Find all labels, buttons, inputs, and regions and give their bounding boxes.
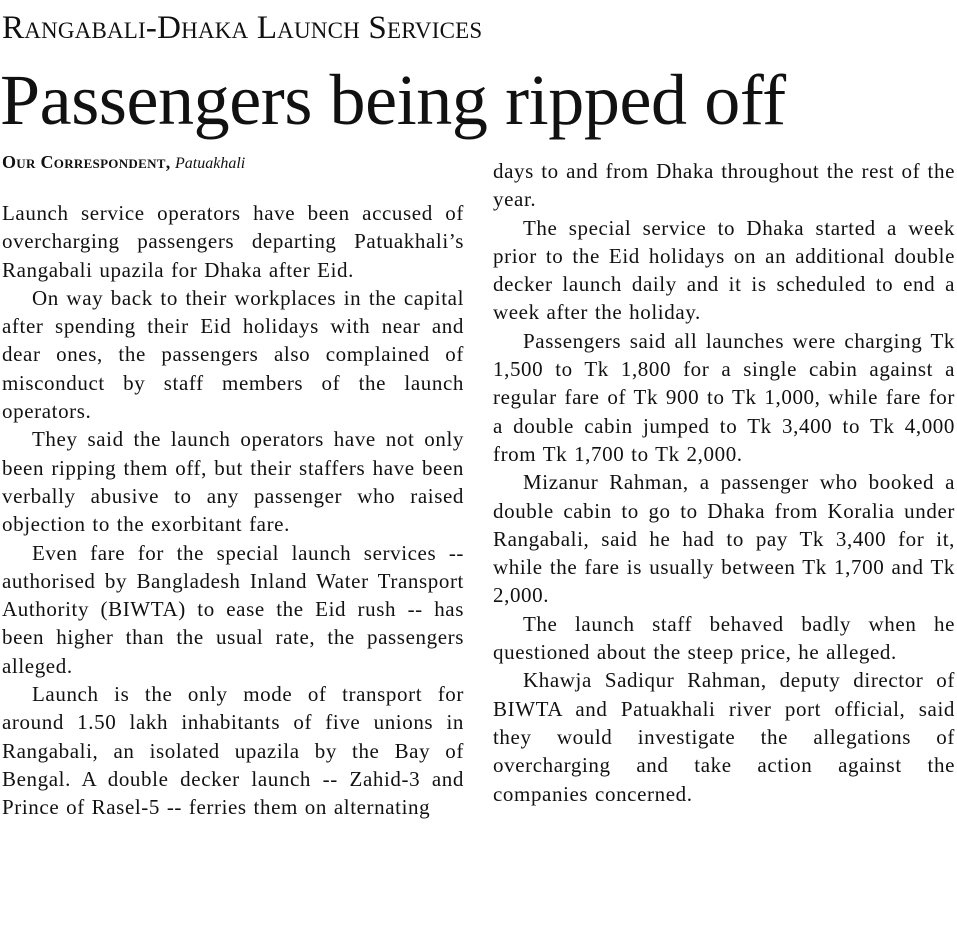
article-column-left	[2, 199, 464, 822]
byline-location: Patuakhali	[175, 155, 246, 172]
headline: Passengers being ripped off	[0, 60, 786, 140]
paragraph: Launch service operators have been accused of overcharging passengers departing Patuakhali’s Rangabali upazila for Dhaka after Eid.	[2, 201, 464, 282]
paragraph: The special service to Dhaka started a week prior to the Eid holidays on an additional double decker launch daily and it is scheduled to end a week after the holiday.	[493, 215, 955, 325]
article-column-right	[493, 157, 955, 808]
paragraph: days to and from Dhaka throughout the rest of the year.	[493, 159, 955, 212]
paragraph: Mizanur Rahman, a passenger who booked a double cabin to go to Dhaka from Koralia under Rangabali, said he had to pay Tk 3,400 for it, while the fare is usually between Tk 1,700 and Tk 2,000.	[493, 470, 955, 608]
paragraph: Even fare for the special launch services -- authorised by Bangladesh Inland Water Transport Authority (BIWTA) to ease the Eid rush -- has been higher than the usual rate, the passengers alleged.	[2, 540, 464, 678]
paragraph: The launch staff behaved badly when he questioned about the steep price, he alleged.	[493, 611, 955, 665]
paragraph: Khawja Sadiqur Rahman, deputy director of BIWTA and Patuakhali river port official, said they would investigate the allegations of overcharging and take action against the companies concerned.	[493, 668, 955, 806]
paragraph: Passengers said all launches were charging Tk 1,500 to Tk 1,800 for a single cabin against a regular fare of Tk 900 to Tk 1,000, while fare for a double cabin jumped to Tk 3,400 to Tk 4,000 from Tk 1,700 to Tk 2,000.	[493, 328, 955, 466]
kicker-heading: Rangabali-Dhaka Launch Services	[2, 10, 483, 46]
byline-author: Our Correspondent,	[2, 152, 171, 172]
paragraph: They said the launch operators have not only been ripping them off, but their staffers have been verbally abusive to any passenger who raised objection to the exorbitant fare.	[2, 427, 464, 537]
paragraph: On way back to their workplaces in the capital after spending their Eid holidays with near and dear ones, the passengers also complained of misconduct by staff members of the launch operators.	[2, 285, 464, 424]
paragraph: Launch is the only mode of transport for around 1.50 lakh inhabitants of five unions in Rangabali, an isolated upazila by the Bay of Bengal. A double decker launch -- Zahid-3 and Prince of Rasel-5 -- ferries them on alternating	[2, 682, 464, 820]
byline	[2, 150, 245, 176]
